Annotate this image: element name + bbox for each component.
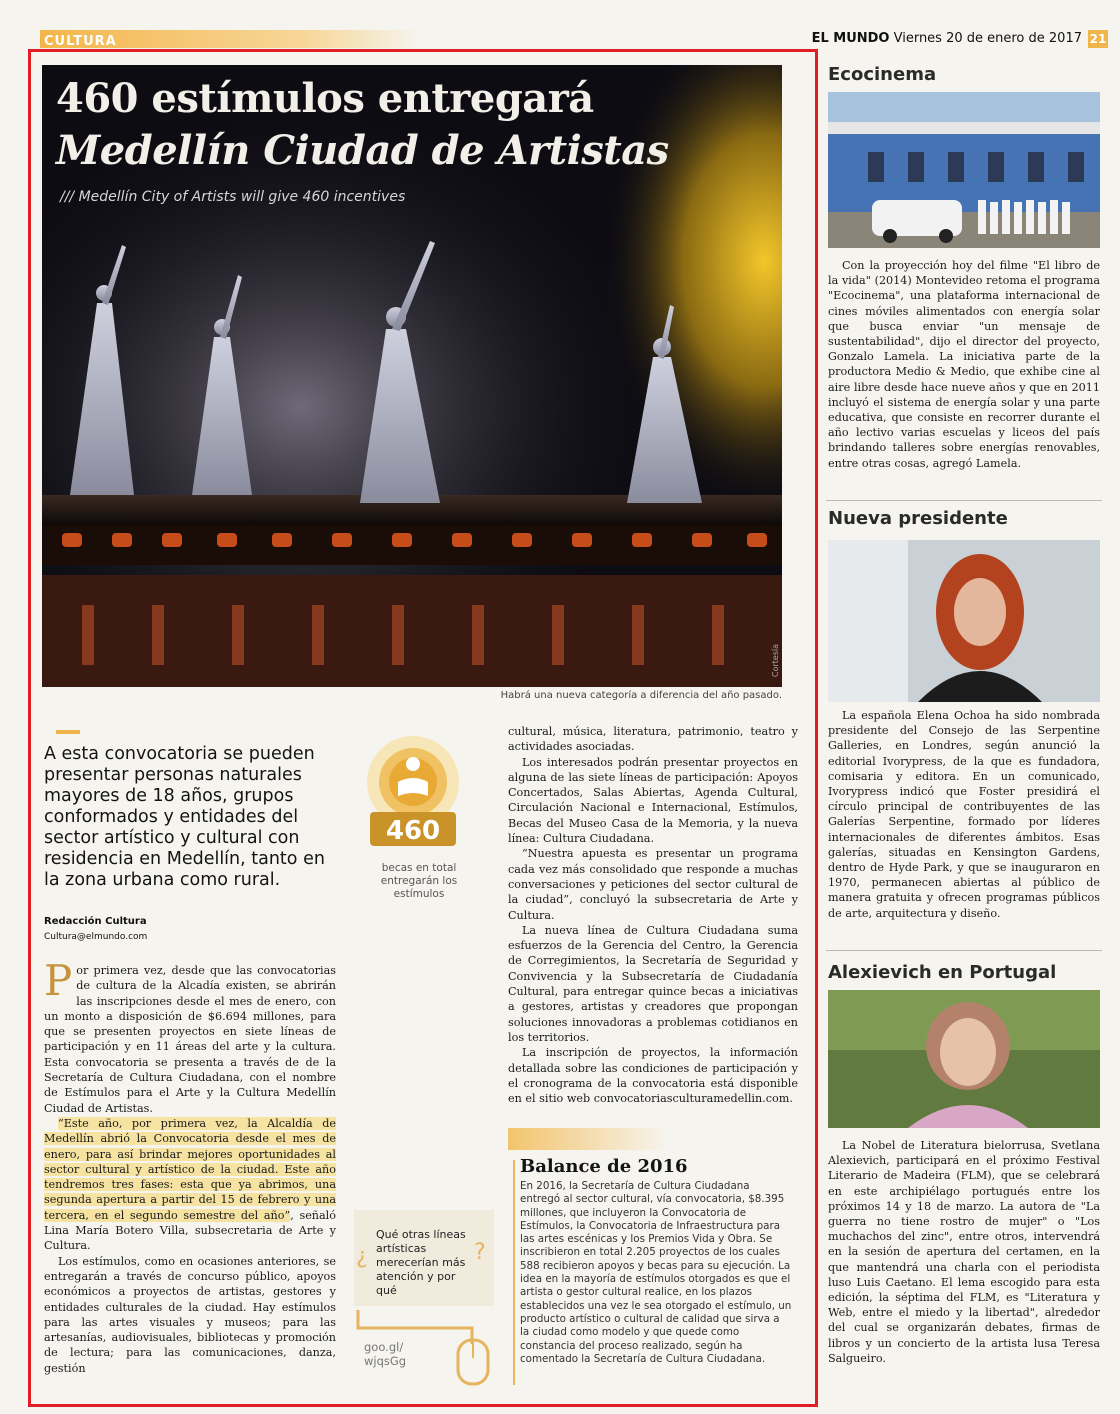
page-header — [40, 30, 1108, 48]
drop-cap: P — [44, 956, 73, 1005]
body-column-2 — [508, 724, 798, 1106]
paragraph-text: , señaló Lina María Botero Villa, subsecretaria de Arte y Cultura. — [44, 1208, 336, 1253]
question-text: Qué otras líneas artísticas merecerían más atención y por qué — [376, 1228, 466, 1297]
body-column-1 — [44, 956, 336, 1376]
section-label: CULTURA — [44, 34, 117, 49]
stat-note: becas en total entregarán los estímulos — [380, 862, 458, 900]
link-text[interactable]: wjqsGg — [364, 1354, 407, 1368]
paragraph-text: or primera vez, desde que las convocatorias de cultura de la Alcadía existen, se abrirán las inscripciones desde el mes de enero, con un monto a disposición de $6.694 millones, para que se presenten proyectos en siete líneas de participación y en 11 áreas del arte y la cultura. Esta convocatoria se presenta a través de de la Secretaría de Cultura Ciudadana, con el nombre de Estímulos para el Arte y la Cultura Medellín Ciudad de Artistas. — [44, 964, 336, 1115]
headline-line-1: 460 estímulos entregará — [56, 75, 594, 122]
ecocinema-text — [828, 258, 1100, 471]
balance-accent-bar — [508, 1128, 668, 1150]
photo-credit: Cortesía — [771, 643, 780, 677]
headline-line-2: Medellín Ciudad de Artistas — [56, 127, 669, 174]
photo-caption: Habrá una nueva categoría a diferencia del año pasado. — [500, 690, 782, 701]
question-open-mark: ¿ — [356, 1244, 368, 1269]
sidebar-paragraph: La española Elena Ochoa ha sido nombrada presidente del Consejo de las Serpentine Galleries, en Londres, según anunció la editorial Ivorypress, de la que es fundadora, comisaria y editora. En un comunicado, Ivorypress indicó que Foster presidirá el círculo principal de contribuyentes de las Galerías Serpentine, formado por líderes internacionales de diferentes ámbitos. Esas galerías, situadas en Kensington Gardens, dentro de Hyde Park, y que se inauguraron en 1970, permanecen abiertas al público de manera gratuita y ofrecen programas públicos de arte, arquitectura y diseño. — [828, 709, 1100, 920]
byline-email: Cultura@elmundo.com — [44, 932, 148, 942]
sidebar-paragraph: Con la proyección hoy del filme "El libro de la vida" (2014) Montevideo retoma el programa "Ecocinema", una plataforma internacional de cines móviles alimentados con energía solar que busca enviar "un mensaje de sustentabilidad", dijo el director del proyecto, Gonzalo Lamela. La iniciativa parte de la productora Medio & Medio, que exhibe cine al aire libre desde hace nueve años y que en 2011 incluyó el sistema de energía solar y una parte educativa, que consiste en recorrer durante el año lectivo varias escuelas y liceos del país brindando talleres sobre energías renovables, entre otras cosas, agregó Lamela. — [828, 259, 1100, 470]
subheadline: /// Medellín City of Artists will give 460 incentives — [60, 189, 406, 205]
paper-name: EL MUNDO — [811, 31, 890, 46]
balance-rule — [513, 1160, 515, 1385]
body-paragraph: Los interesados podrán presentar proyectos en alguna de las siete líneas de participación: Apoyos Concertados, Salas Abiertas, Agenda Cultural, Circulación Nacional e Internacional, Estímulos, Becas del Museo Casa de la Memoria, y la nueva línea: Cultura Ciudadana. — [508, 755, 798, 846]
sidebar-title-ecocinema: Ecocinema — [828, 64, 937, 85]
balance-title: Balance de 2016 — [520, 1156, 688, 1177]
link-text[interactable]: goo.gl/ — [364, 1340, 404, 1354]
body-paragraph: La inscripción de proyectos, la información detallada sobre las condiciones de participación y el cronograma de la convocatoria está disponible en el sitio web convocatoriasculturamedellin.com. — [508, 1046, 798, 1106]
lead-accent — [56, 730, 80, 734]
page-number: 21 — [1089, 32, 1107, 46]
issue-date: Viernes 20 de enero de 2017 — [893, 31, 1082, 46]
highlighted-quote: “Este año, por primera vez, la Alcaldía de Medellín abrió la Convocatoria desde el mes de enero, para así brindar mejores oportunidades al sector cultural y artístico de la ciudad. Este año tendremos tres fases: esta que ya abrimos, una segunda apertura a partir del 15 de febrero y una tercera, en el segundo semestre del año” — [44, 1116, 336, 1222]
byline: Redacción Cultura — [44, 916, 147, 927]
section-tag — [40, 30, 420, 48]
body-paragraph — [44, 956, 336, 1116]
body-paragraph: Los estímulos, como en ocasiones anteriores, se entregarán a través de concurso público, apoyos económicos a proyectos de artistas, gestores y entidades culturales de la ciudad. Hay estímulos para las artes visuales y museos; para las artesanías, audiovisuales, bibliotecas y promoción de lectura; para las comunicaciones, danza, gestión — [44, 1254, 336, 1375]
lead-paragraph: A esta convocatoria se pueden presentar personas naturales mayores de 18 años, grupos conformados y entidades del sector artístico y cultural con residencia en Medellín, tanto en la zona urbana como rural. — [44, 744, 325, 890]
sidebar-title-presidente: Nueva presidente — [828, 508, 1008, 529]
hero-photo — [42, 65, 782, 687]
sidebar-divider — [826, 500, 1102, 501]
folio — [812, 30, 1082, 48]
body-paragraph: La nueva línea de Cultura Ciudadana suma esfuerzos de la Gerencia del Centro, la Gerencia de Corregimientos, la Secretaría de Seguridad y Convivencia y la Subsecretaría de Ciudadanía Cultural, para entregar quince becas a iniciativas a gestores, artistas y creadores que propongan soluciones innovadoras a problemas cotidianos en los territorios. — [508, 923, 798, 1044]
sidebar-paragraph: La Nobel de Literatura bielorrusa, Svetlana Alexievich, participará en el próximo Festival Literario de Madeira (FLM), que se celebrará en este archipiélago portugués entre los próximos 14 y 18 de marzo. La autora de "La guerra no tiene rostro de mujer" o "Los muchachos del zinc", entre otros, intervendrá en la sesión de apertura del certamen, en la que mantendrá una charla con el periodista luso Luis Caetano. El lema escogido para esta edición, la séptima del FLM, es "Literatura y Web, entre el miedo y la libertad", alrededor del cual se organizarán debates, firmas de libros y un concierto de la artista lusa Teresa Salgueiro. — [828, 1139, 1100, 1365]
alexievich-text — [828, 1138, 1100, 1366]
body-paragraph: “Nuestra apuesta es presentar un programa cada vez más consolidado que responde a muchas conversaciones y peticiones del sector cultural de la ciudad”, concluyó la subsecretaria de Arte y Cultura. — [508, 847, 798, 922]
body-paragraph: cultural, música, literatura, patrimonio, teatro y actividades asociadas. — [508, 725, 798, 754]
balance-text: En 2016, la Secretaría de Cultura Ciudadana entregó al sector cultural, vía convocatoria, $8.395 millones, que incluyeron la Convocatoria de Estímulos, la Convocatoria de Infraestructura para las artes escénicas y los Premios Vida y Obra. Se inscribieron en total 2.205 proyectos de los cuales 588 recibieron apoyos y becas para su ejecución. La idea en la mayoría de estímulos otorgados es que el artista o gestor cultural realice, en los plazos establecidos una vez le sea otorgado el estímulo, un producto artístico o cultural de calidad que sirva a la ciudad como modelo y que quede como constancia del proceso realizado, según ha comentado la Secretaría de Cultura Ciudadana. — [520, 1180, 792, 1365]
presidente-photo — [828, 540, 1100, 702]
presidente-text — [828, 708, 1100, 921]
body-paragraph — [44, 1116, 336, 1254]
stat-number: 460 — [385, 816, 441, 846]
question-link[interactable] — [364, 1340, 406, 1368]
question-close-mark: ? — [474, 1240, 486, 1265]
ecocinema-photo — [828, 92, 1100, 248]
alexievich-photo — [828, 990, 1100, 1128]
sidebar-divider — [826, 950, 1102, 951]
sidebar-title-alexievich: Alexievich en Portugal — [828, 962, 1057, 983]
